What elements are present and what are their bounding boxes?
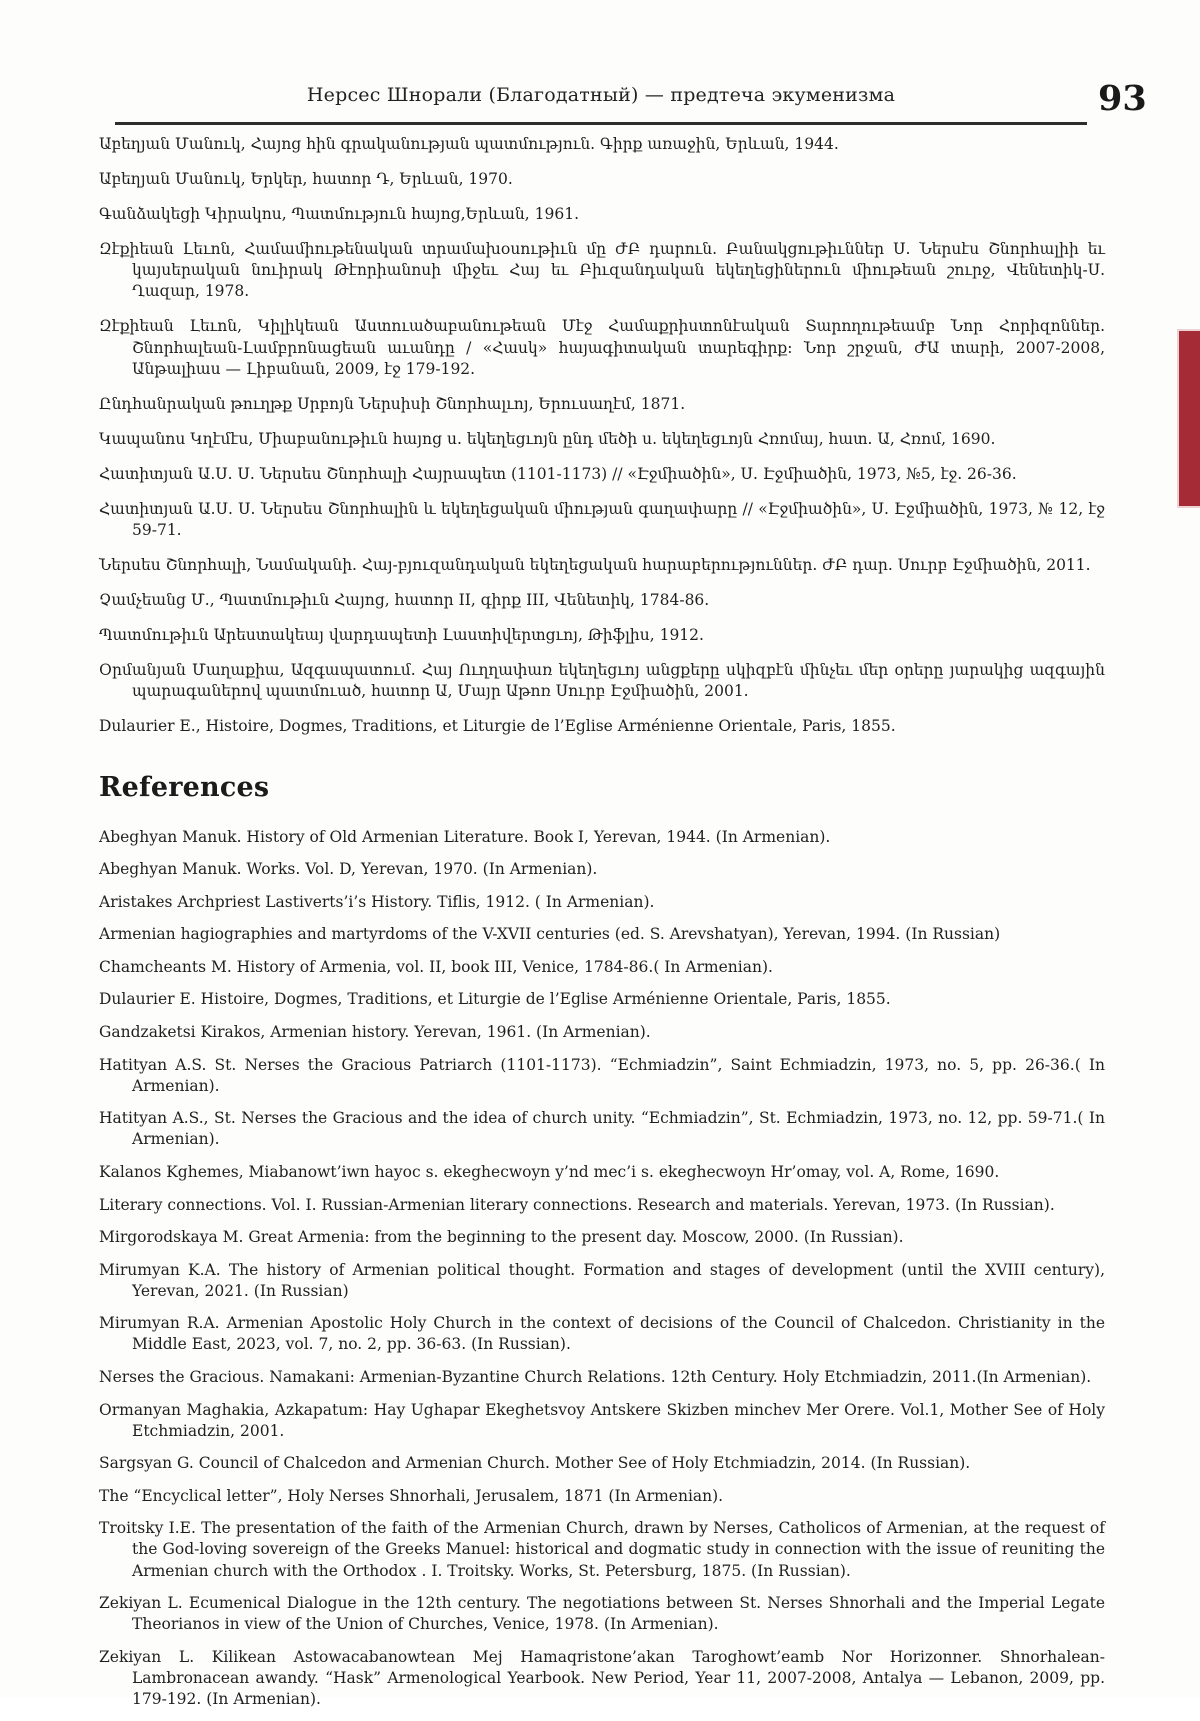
reference-entry: Mirumyan R.A. Armenian Apostolic Holy Church in the context of decisions of the Council of Chalcedon. Christianity in the Middle East, 2023, vol. 7, no. 2, pp. 36-63. (In Russian). (99, 1314, 1105, 1354)
bibliography-entry: Զէքիեան Լեւոն, Կիլիկեան Աստուածաբանութեան Մէջ Համաքրիստոնէական Տարողութեամբ Նոր Հորիզոններ. Շնորհալեան-Լամբրոնացեան աւանդը / «Հասկ» հայագիտական տարեգիրք: Նոր շրջան, ԺԱ տարի, 2007-2008, Անթալիաս — Լիբանան, 2009, էջ 179-192. (99, 317, 1105, 378)
reference-entry: Hatityan A.S., St. Nerses the Gracious and the idea of church unity. “Echmiadzin”, St. Echmiadzin, 1973, no. 12, pp. 59-71.( In Armenian). (99, 1109, 1105, 1149)
reference-entry: Abeghyan Manuk. History of Old Armenian Literature. Book I, Yerevan, 1944. (In Armenian). (99, 827, 831, 846)
reference-entry: Hatityan A.S. St. Nerses the Gracious Patriarch (1101-1173). “Echmiadzin”, Saint Echmiadzin, 1973, no. 5, pp. 26-36.( In Armenian). (99, 1055, 1105, 1095)
reference-entry: Aristakes Archpriest Lastiverts’i’s History. Tiflis, 1912. ( In Armenian). (99, 892, 655, 911)
bibliography-entry: Չամչեանց Մ., Պատմութիւն Հայոց, հատոր II, գիրք III, Վենետիկ, 1784-86. (99, 591, 710, 610)
reference-entry: Nerses the Gracious. Namakani: Armenian-Byzantine Church Relations. 12th Century. Holy Etchmiadzin, 2011.(In Armenian). (99, 1367, 1092, 1386)
bibliography-entry: Հատիտյան Ա.Ս. Ս. Ներսես Շնորհալին և եկեղեցական միության գաղափարը // «Էջմիածին», Ս. Էջմիածին, 1973, № 12, էջ 59-71. (99, 499, 1105, 540)
bibliography-entry: Ներսես Շնորհալի, Նամականի. Հայ-բյուզանդական եկեղեցական հարաբերություններ. ԺԲ դար. Սուրբ Էջմիածին, 2011. (99, 556, 1091, 575)
reference-entry: Zekiyan L. Ecumenical Dialogue in the 12th century. The negotiations between St. Nerses Shnorhali and the Imperial Legate Theorianos in view of the Union of Churches, Venice, 1978. (In Armenian). (99, 1594, 1105, 1634)
reference-entry: Gandzaketsi Kirakos, Armenian history. Yerevan, 1961. (In Armenian). (99, 1023, 651, 1042)
bibliography-armenian-section (99, 134, 1105, 738)
references-heading: References (99, 771, 270, 803)
bibliography-entry: Գանձակեցի Կիրակոս, Պատմություն հայոց,Երևան, 1961. (99, 205, 580, 224)
reference-entry: Zekiyan L. Kilikean Astowacabanowtean Mej Hamaqristone’akan Taroghowt’eamb Nor Horizonner. Shnorhalean-Lambronacean awandy. “Hask” Armenological Yearbook. New Period, Year 11, 2007-2008, Antalya — Lebanon, 2009, pp. 179-192. (In Armenian). (99, 1647, 1105, 1708)
reference-entry: Kalanos Kghemes, Miabanowt’iwn hayoc s. ekeghecwoyn y’nd mec’i s. ekeghecwoyn Hr’omay, vol. A, Rome, 1690. (99, 1162, 1000, 1181)
reference-entry: Sargsyan G. Council of Chalcedon and Armenian Church. Mother See of Holy Etchmiadzin, 2014. (In Russian). (99, 1454, 971, 1473)
reference-entry: Armenian hagiographies and martyrdoms of the V-XVII centuries (ed. S. Arevshatyan), Yerevan, 1994. (In Russian) (99, 925, 1001, 944)
reference-entry: Chamcheants M. History of Armenia, vol. II, book III, Venice, 1784-86.( In Armenian). (99, 957, 773, 976)
bibliography-entry: Պատմութիւն Արեստակեայ վարդապետի Լաստիվերտցւոյ, Թիֆլիս, 1912. (99, 626, 704, 645)
references-section (99, 827, 1105, 1710)
reference-entry: The “Encyclical letter”, Holy Nerses Shnorhali, Jerusalem, 1871 (In Armenian). (99, 1486, 724, 1505)
reference-entry: Mirgorodskaya M. Great Armenia: from the beginning to the present day. Moscow, 2000. (In Russian). (99, 1228, 904, 1247)
bibliography-entry: Օրմանյան Մաղաքիա, Ազգապատում. Հայ Ուղղափառ եկեղեցւոյ անցքերը սկիզբէն մինչեւ մեր օրերը յարակից ազգային պարագաներով պատմուած, հատոր Ա, Մայր Աթոռ Սուրբ Էջմիածին, 2001. (99, 661, 1105, 701)
running-title: Нерсес Шнорали (Благодатный) — предтеча экуменизма (306, 84, 896, 106)
reference-entry: Ormanyan Maghakia, Azkapatum: Hay Ughapar Ekeghetsvoy Antskere Skizben minchev Mer Orere. Vol.1, Mother See of Holy Etchmiadzin, 2001. (99, 1400, 1105, 1440)
reference-entry: Mirumyan K.A. The history of Armenian political thought. Formation and stages of development (until the XVIII century), Yerevan, 2021. (In Russian) (99, 1260, 1105, 1300)
page-content (99, 134, 1105, 1721)
bibliography-entry: Զէքիեան Լեւոն, Համամիութենական տրամախօսութիւն մը ԺԲ դարուն. Բանակցութիւններ Ս. Ներսէս Շնորհալիի եւ կայսերական նուիրակ Թէորիանոսի միջեւ Հայ եւ Բիւզանդական եկեղեցիներուն միութեան շուրջ, Վենետիկ-Ս. Ղազար, 1978. (99, 240, 1105, 301)
reference-entry: Abeghyan Manuk. Works. Vol. D, Yerevan, 1970. (In Armenian). (99, 860, 598, 879)
reference-entry: Dulaurier E. Histoire, Dogmes, Traditions, et Liturgie de l’Eglise Arménienne Orientale, Paris, 1855. (99, 990, 891, 1009)
bibliography-entry: Աբեղյան Մանուկ, Հայոց հին գրականության պատմություն. Գիրք առաջին, Երևան, 1944. (99, 135, 839, 153)
bibliography-entry: Ընդհանրական թուղթք Սրբոյն Ներսիսի Շնորհալւոյ, Երուսաղէմ, 1871. (99, 394, 686, 413)
reference-entry: Literary connections. Vol. I. Russian-Armenian literary connections. Research and materials. Yerevan, 1973. (In Russian). (99, 1195, 1055, 1214)
reference-entry: Troitsky I.E. The presentation of the faith of the Armenian Church, drawn by Nerses, Catholicos of Armenian, at the request of the God-loving sovereign of the Greeks Manuel: historical and dogmatic study in connection with the issue of reuniting the Armenian church with the Orthodox . I. Troitsky. Works, St. Petersburg, 1875. (In Russian). (99, 1519, 1105, 1580)
header-rule (115, 122, 1087, 125)
bibliography-entry: Աբեղյան Մանուկ, Երկեր, հատոր Դ, Երևան, 1970. (99, 170, 513, 189)
bibliography-entry: Կապանոս Կղէմէս, Միաբանութիւն հայոց ս. եկեղեցւոյն ընդ մեծի ս. եկեղեցւոյն Հռոմայ, հատ. Ա, Հռոմ, 1690. (99, 429, 996, 448)
bibliography-entry: Հատիտյան Ա.Ս. Ս. Ներսես Շնորհալի Հայրապետ (1101-1173) // «Էջմիածին», Ս. Էջմիածին, 1973, №5, էջ. 26-36. (99, 464, 1017, 483)
page-number: 93 (1098, 78, 1147, 119)
red-side-tab (1177, 329, 1200, 508)
bibliography-entry: Dulaurier E., Histoire, Dogmes, Traditions, et Liturgie de l’Eglise Arménienne Orientale, Paris, 1855. (99, 717, 896, 736)
